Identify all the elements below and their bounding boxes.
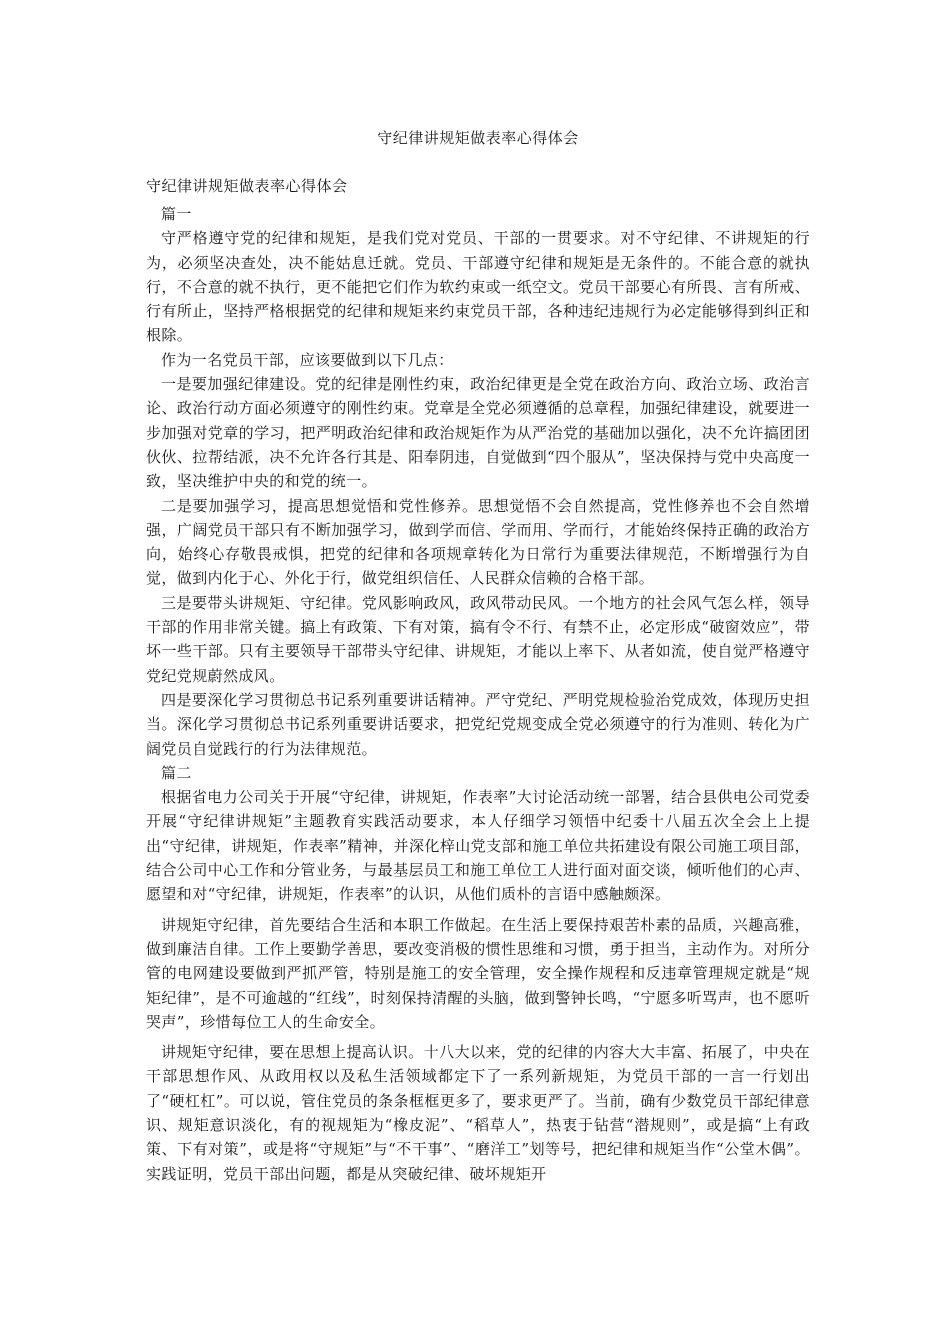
paragraph: 讲规矩守纪律，要在思想上提高认识。十八大以来，党的纪律的内容大大丰富、拓展了，中央在干部思想作风、从政用权以及私生活领域都定下了一系列新规矩，为党员干部的一言一行划出了“硬杠杠”。可以说，管住党员的条条框框更多了，要求更严了。当前，确有少数党员干部纪律意识、规矩意识淡化，有的视规矩为“橡皮泥”、“稻草人”，热衷于钻营“潜规则”，或是搞“上有政策、下有对策”，或是将“守规矩”与“不干事”、“磨洋工”划等号，把纪律和规矩当作“公堂木偶”。实践证明，党员干部出问题，都是从突破纪律、破坏规矩开	[146, 1043, 810, 1183]
paragraph: 守严格遵守党的纪律和规矩，是我们党对党员、干部的一贯要求。对不守纪律、不讲规矩的行为，必须坚决查处，决不能姑息迁就。党员、干部遵守纪律和规矩是无条件的。不能合意的就执行，不合意的就不执行，更不能把它们作为软约束或一纸空文。党员干部要心有所畏、言有所戒、行有所止，坚持严格根据党的纪律和规矩来约束党员干部，各种违纪违规行为必定能够得到纠正和根除。	[146, 229, 810, 345]
paragraph: 四是要深化学习贯彻总书记系列重要讲话精神。严守党纪、严明党规检验治党成效，体现历史担当。深化学习贯彻总书记系列重要讲话要求，把党纪党规变成全党必须遵守的行为准则、转化为广阔党员自觉践行的行为法律规范。	[146, 690, 810, 758]
document-body	[146, 202, 810, 1186]
paragraph: 三是要带头讲规矩、守纪律。党风影响政风，政风带动民风。一个地方的社会风气怎么样，领导干部的作用非常关键。搞上有政策、下有对策，搞有令不行、有禁不止，必定形成“破窗效应”，带坏一些干部。只有主要领导干部带头守纪律、讲规矩，才能以上率下、从者如流，使自觉严格遵守党纪党规蔚然成风。	[146, 593, 810, 685]
document-title: 守纪律讲规矩做表率心得体会	[377, 129, 579, 147]
paragraph: 二是要加强学习，提高思想觉悟和党性修养。思想觉悟不会自然提高，党性修养也不会自然增强，广阔党员干部只有不断加强学习，做到学而信、学而用、学而行，才能始终保持正确的政治方向，始终心存敬畏戒惧，把党的纪律和各项规章转化为日常行为重要法律规范，不断增强行为自觉，做到内化于心、外化于行，做党组织信任、人民群众信赖的合格干部。	[146, 496, 810, 588]
paragraph: 作为一名党员干部，应该要做到以下几点：	[161, 350, 454, 369]
paragraph: 讲规矩守纪律，首先要结合生活和本职工作做起。在生活上要保持艰苦朴素的品质，兴趣高雅，做到廉洁自律。工作上要勤学善思，要改变消极的惯性思维和习惯，勇于担当，主动作为。对所分管的电网建设要做到严抓严管，特别是施工的安全管理，安全操作规程和反违章管理规定就是“规矩纪律”，是不可逾越的“红线”，时刻保持清醒的头脑，做到警钟长鸣，“宁愿多听骂声，也不愿听哭声”，珍惜每位工人的生命安全。	[146, 915, 810, 1031]
paragraph: 一是要加强纪律建设。党的纪律是刚性约束，政治纪律更是全党在政治方向、政治立场、政治言论、政治行动方面必须遵守的刚性约束。党章是全党必须遵循的总章程，加强纪律建设，就要进一步加强对党章的学习，把严明政治纪律和政治规矩作为从严治党的基础加以强化，决不允许搞团团伙伙、拉帮结派，决不允许各行其是、阳奉阴违，自觉做到“四个服从”，坚决保持与党中央高度一致，坚决维护中央的和党的统一。	[146, 375, 810, 491]
document-subtitle: 守纪律讲规矩做表率心得体会	[146, 177, 348, 195]
paragraph: 根据省电力公司关于开展“守纪律，讲规矩，作表率”大讨论活动统一部署，结合县供电公司党委开展“守纪律讲规矩”主题教育实践活动要求，本人仔细学习领悟中纪委十八届五次全会上上提出“守纪律，讲规矩，作表率”精神，并深化梓山党支部和施工单位共拓建设有限公司施工项目部，结合公司中心工作和分管业务，与最基层员工和施工单位工人进行面对面交谈，倾听他们的心声、愿望和对“守纪律，讲规矩，作表率”的认识，从他们质朴的言语中感触颇深。	[146, 788, 810, 904]
section-heading-2: 篇二	[161, 763, 192, 782]
section-heading-1: 篇一	[161, 205, 192, 223]
